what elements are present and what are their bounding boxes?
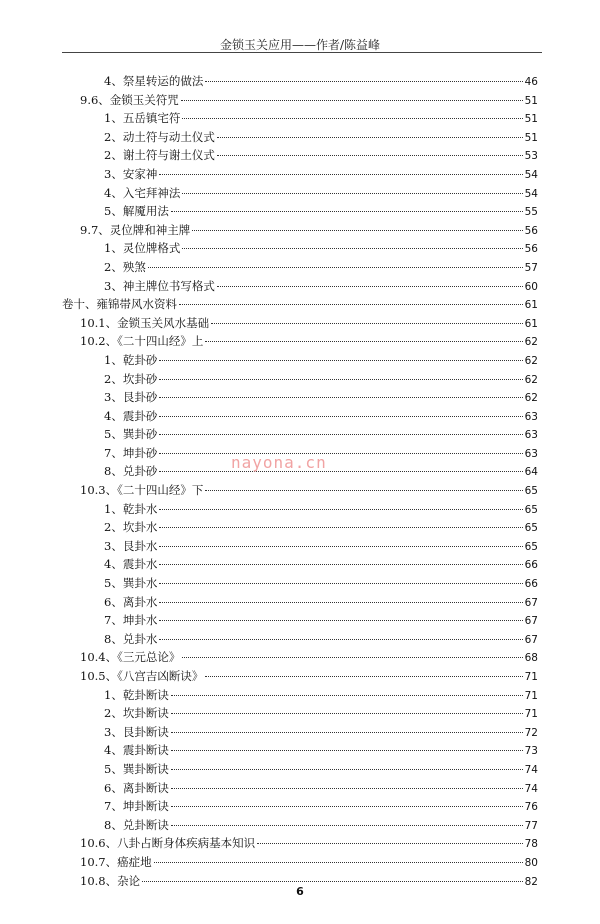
toc-dot-leader: [192, 230, 523, 231]
toc-dot-leader: [211, 323, 523, 324]
toc-entry-line[interactable]: [80, 332, 538, 351]
toc-entry[interactable]: [0, 184, 600, 203]
toc-entry-line[interactable]: [104, 370, 538, 389]
toc-entry-line[interactable]: [104, 760, 538, 779]
toc-entry-line[interactable]: [104, 537, 538, 556]
watermark: nayona.cn: [231, 453, 327, 472]
toc-entry[interactable]: [0, 109, 600, 128]
toc-entry[interactable]: [0, 221, 600, 240]
toc-entry-title: 1、乾卦砂: [104, 351, 158, 370]
toc-entry-page: 67: [524, 596, 538, 609]
toc-entry-line[interactable]: [104, 407, 538, 426]
toc-dot-leader: [159, 453, 523, 454]
toc-entry-page: 74: [524, 782, 538, 795]
toc-entry[interactable]: [0, 425, 600, 444]
toc-entry-page: 62: [524, 336, 538, 349]
toc-entry-title: 2、坎卦水: [104, 518, 158, 537]
toc-entry[interactable]: [0, 332, 600, 351]
toc-entry[interactable]: [0, 779, 600, 798]
toc-entry-title: 9.6、金锁玉关符咒: [80, 91, 180, 110]
toc-entry-title: 8、兑卦断诀: [104, 816, 170, 835]
toc-entry[interactable]: [0, 816, 600, 835]
toc-entry-page: 66: [524, 578, 538, 591]
toc-dot-leader: [171, 750, 523, 751]
toc-entry[interactable]: [0, 407, 600, 426]
toc-entry-line[interactable]: [104, 72, 538, 91]
toc-entry-title: 1、乾卦断诀: [104, 686, 170, 705]
toc-entry-line[interactable]: [104, 388, 538, 407]
toc-entry-line[interactable]: [104, 686, 538, 705]
toc-entry-page: 63: [524, 447, 538, 460]
toc-dot-leader: [182, 118, 523, 119]
toc-entry-page: 67: [524, 633, 538, 646]
toc-entry-page: 66: [524, 559, 538, 572]
toc-entry-title: 2、殃煞: [104, 258, 147, 277]
toc-entry-line[interactable]: [104, 146, 538, 165]
toc-entry-title: 1、灵位牌格式: [104, 239, 181, 258]
toc-entry-page: 74: [524, 763, 538, 776]
toc-entry-title: 4、祭星转运的做法: [104, 72, 204, 91]
toc-entry[interactable]: [0, 295, 600, 314]
page-number: 6: [296, 885, 304, 898]
toc-entry-line[interactable]: [104, 277, 538, 296]
toc-entry[interactable]: [0, 797, 600, 816]
toc-entry[interactable]: [0, 351, 600, 370]
page-header: 金锁玉关应用——作者/陈益峰: [219, 38, 381, 52]
toc-entry-title: 6、离卦水: [104, 593, 158, 612]
toc-entry-line[interactable]: [104, 425, 538, 444]
toc-entry-line[interactable]: [80, 221, 538, 240]
toc-entry-line[interactable]: [104, 611, 538, 630]
toc-dot-leader: [217, 155, 523, 156]
toc-entry-title: 5、解魇用法: [104, 202, 170, 221]
toc-entry-title: 9.7、灵位牌和神主牌: [80, 221, 191, 240]
toc-entry-page: 60: [524, 280, 538, 293]
toc-dot-leader: [159, 397, 523, 398]
toc-dot-leader: [182, 657, 523, 658]
toc-entry-page: 73: [524, 745, 538, 758]
toc-entry-page: 54: [524, 168, 538, 181]
toc-entry-page: 62: [524, 392, 538, 405]
toc-entry-page: 61: [524, 299, 538, 312]
toc-entry[interactable]: [0, 667, 600, 686]
toc-entry-line[interactable]: [104, 165, 538, 184]
toc-entry-page: 71: [524, 671, 538, 683]
toc-entry-line[interactable]: [104, 518, 538, 537]
toc-entry-line[interactable]: [104, 109, 538, 128]
toc-entry-page: 53: [524, 150, 538, 163]
toc-entry-line[interactable]: [104, 741, 538, 760]
toc-entry-line[interactable]: [80, 648, 538, 667]
toc-dot-leader: [159, 360, 523, 361]
toc-entry-title: 10.8、杂论: [80, 872, 141, 891]
toc-entry-line[interactable]: [80, 91, 538, 110]
toc-dot-leader: [159, 564, 523, 565]
toc-dot-leader: [159, 434, 523, 435]
toc-entry-title: 10.6、八卦占断身体疾病基本知识: [80, 834, 256, 853]
toc-entry-page: 64: [524, 466, 538, 479]
toc-entry-page: 80: [524, 856, 538, 869]
toc-entry-line[interactable]: [62, 295, 538, 314]
toc-entry[interactable]: [0, 574, 600, 593]
toc-entry-page: 54: [524, 187, 538, 200]
toc-dot-leader: [182, 248, 523, 249]
toc-dot-leader: [159, 379, 523, 380]
toc-entry-title: 10.3、《二十四山经》下: [80, 481, 204, 500]
toc-entry[interactable]: [0, 723, 600, 742]
toc-entry-line[interactable]: [80, 667, 538, 686]
toc-entry-line[interactable]: [104, 258, 538, 277]
toc-dot-leader: [154, 862, 523, 863]
toc-entry-title: 4、入宅拜神法: [104, 184, 181, 203]
header-rule: [62, 52, 542, 53]
toc-entry-page: 67: [524, 615, 538, 628]
toc-entry-line[interactable]: [104, 239, 538, 258]
toc-entry-line[interactable]: [80, 481, 538, 500]
toc-entry-title: 卷十、雍锦帯风水资料: [62, 295, 178, 314]
toc-entry-page: 77: [524, 819, 538, 832]
toc-entry-page: 62: [524, 373, 538, 386]
toc-entry-page: 63: [524, 429, 538, 442]
toc-entry-page: 65: [524, 540, 538, 553]
toc-entry-title: 2、坎卦砂: [104, 370, 158, 389]
toc-entry-page: 51: [524, 94, 538, 107]
toc-entry-page: 56: [524, 224, 538, 237]
toc-dot-leader: [142, 881, 523, 882]
toc-entry[interactable]: [0, 518, 600, 537]
toc-dot-leader: [148, 267, 523, 268]
toc-entry-line[interactable]: [104, 797, 538, 816]
toc-entry-line[interactable]: [80, 853, 538, 872]
toc-entry-page: 68: [524, 652, 538, 665]
toc-entry-page: 63: [524, 410, 538, 423]
toc-dot-leader: [257, 843, 523, 844]
toc-entry[interactable]: [0, 704, 600, 723]
toc-dot-leader: [159, 471, 523, 472]
toc-entry[interactable]: [0, 834, 600, 853]
toc-entry-title: 10.5、《八宫吉凶断诀》: [80, 667, 204, 686]
toc-entry[interactable]: [0, 370, 600, 389]
toc-entry-title: 2、动土符与动土仪式: [104, 128, 216, 147]
toc-entry[interactable]: [0, 537, 600, 556]
toc-entry-page: 51: [524, 113, 538, 126]
toc-entry-title: 5、巽卦砂: [104, 425, 158, 444]
toc-entry-page: 71: [524, 708, 538, 721]
toc-entry[interactable]: [0, 741, 600, 760]
toc-entry-page: 71: [524, 689, 538, 702]
toc-entry-page: 51: [524, 131, 538, 144]
toc-entry[interactable]: [0, 630, 600, 649]
toc-entry-title: 3、艮卦砂: [104, 388, 158, 407]
toc-dot-leader: [171, 211, 523, 212]
toc-entry-title: 7、坤卦水: [104, 611, 158, 630]
toc-entry-line[interactable]: [104, 500, 538, 519]
toc-dot-leader: [181, 100, 523, 101]
toc-dot-leader: [171, 806, 523, 807]
toc-dot-leader: [159, 527, 523, 528]
toc-dot-leader: [159, 174, 523, 175]
toc-entry-line[interactable]: [104, 630, 538, 649]
toc-entry-title: 1、五岳镇宅符: [104, 109, 181, 128]
toc-entry-page: 55: [524, 206, 538, 219]
toc-dot-leader: [205, 341, 523, 342]
toc-entry-page: 78: [524, 838, 538, 851]
toc-entry-line[interactable]: [104, 723, 538, 742]
toc-entry-page: 76: [524, 801, 538, 814]
toc-dot-leader: [171, 769, 523, 770]
toc-dot-leader: [159, 620, 523, 621]
toc-entry[interactable]: [0, 686, 600, 705]
toc-entry[interactable]: [0, 593, 600, 612]
toc-entry-title: 3、神主牌位书写格式: [104, 277, 216, 296]
toc-entry-line[interactable]: [104, 779, 538, 798]
toc-entry[interactable]: [0, 388, 600, 407]
toc-dot-leader: [171, 825, 523, 826]
toc-entry-title: 3、艮卦水: [104, 537, 158, 556]
toc-entry[interactable]: [0, 91, 600, 110]
toc-entry[interactable]: [0, 648, 600, 667]
toc-dot-leader: [171, 788, 523, 789]
toc-entry[interactable]: [0, 277, 600, 296]
toc-dot-leader: [217, 137, 523, 138]
toc-entry[interactable]: [0, 165, 600, 184]
toc-dot-leader: [182, 193, 523, 194]
toc-entry[interactable]: [0, 146, 600, 165]
toc-entry[interactable]: [0, 258, 600, 277]
toc-entry[interactable]: [0, 481, 600, 500]
toc-entry-page: 72: [524, 726, 538, 739]
toc-dot-leader: [171, 713, 523, 714]
toc-entry-page: 65: [524, 522, 538, 535]
toc-entry[interactable]: [0, 314, 600, 333]
toc-entry[interactable]: [0, 555, 600, 574]
toc-entry-page: 56: [524, 243, 538, 256]
toc-entry-page: 65: [524, 503, 538, 516]
toc-entry-title: 7、坤卦断诀: [104, 797, 170, 816]
toc-entry[interactable]: [0, 202, 600, 221]
toc-entry-title: 2、坎卦断诀: [104, 704, 170, 723]
toc-entry-title: 4、震卦水: [104, 555, 158, 574]
toc-entry-page: 57: [524, 261, 538, 274]
toc-entry-line[interactable]: [104, 816, 538, 835]
toc-entry[interactable]: [0, 500, 600, 519]
toc-entry-title: 10.7、癌症地: [80, 853, 153, 872]
toc-entry-line[interactable]: [104, 128, 538, 147]
toc-entry-title: 4、震卦砂: [104, 407, 158, 426]
table-of-contents: [0, 72, 600, 890]
toc-entry-title: 5、巽卦水: [104, 574, 158, 593]
toc-entry-page: 65: [524, 485, 538, 498]
toc-entry[interactable]: [0, 760, 600, 779]
toc-entry-line[interactable]: [104, 555, 538, 574]
toc-entry-title: 6、离卦断诀: [104, 779, 170, 798]
toc-dot-leader: [159, 639, 523, 640]
toc-dot-leader: [159, 583, 523, 584]
toc-dot-leader: [171, 695, 523, 696]
toc-dot-leader: [159, 602, 523, 603]
toc-entry-title: 10.2、《二十四山经》上: [80, 332, 204, 351]
toc-entry-line[interactable]: [104, 704, 538, 723]
toc-dot-leader: [217, 286, 523, 287]
toc-entry-title: 8、兑卦水: [104, 630, 158, 649]
toc-dot-leader: [159, 546, 523, 547]
toc-entry-title: 5、巽卦断诀: [104, 760, 170, 779]
toc-entry-title: 7、坤卦砂: [104, 444, 158, 463]
toc-entry-title: 3、安家神: [104, 165, 158, 184]
toc-entry-page: 46: [524, 76, 538, 88]
toc-entry-page: 82: [524, 875, 538, 888]
toc-entry-line[interactable]: [104, 593, 538, 612]
toc-dot-leader: [179, 304, 523, 305]
toc-entry-line[interactable]: [104, 574, 538, 593]
toc-dot-leader: [205, 490, 523, 491]
toc-entry-line[interactable]: [80, 314, 538, 333]
toc-dot-leader: [171, 732, 523, 733]
toc-entry-title: 1、乾卦水: [104, 500, 158, 519]
toc-entry-title: 4、震卦断诀: [104, 741, 170, 760]
toc-dot-leader: [159, 416, 523, 417]
toc-entry-title: 8、兑卦砂: [104, 462, 158, 481]
toc-entry[interactable]: [0, 611, 600, 630]
toc-dot-leader: [205, 81, 523, 82]
toc-entry-title: 2、谢土符与谢土仪式: [104, 146, 216, 165]
toc-dot-leader: [159, 509, 523, 510]
toc-entry[interactable]: [0, 853, 600, 872]
toc-entry-title: 10.4、《三元总论》: [80, 648, 181, 667]
toc-entry-page: 62: [524, 354, 538, 367]
toc-entry-line[interactable]: [80, 834, 538, 853]
toc-entry-title: 3、艮卦断诀: [104, 723, 170, 742]
toc-entry-line[interactable]: [104, 351, 538, 370]
toc-entry[interactable]: [0, 128, 600, 147]
toc-entry[interactable]: [0, 239, 600, 258]
toc-dot-leader: [205, 676, 523, 677]
toc-entry-page: 61: [524, 317, 538, 330]
toc-entry-line[interactable]: [104, 184, 538, 203]
toc-entry-line[interactable]: [104, 202, 538, 221]
toc-entry-title: 10.1、金锁玉关风水基础: [80, 314, 210, 333]
toc-entry[interactable]: [0, 72, 600, 91]
